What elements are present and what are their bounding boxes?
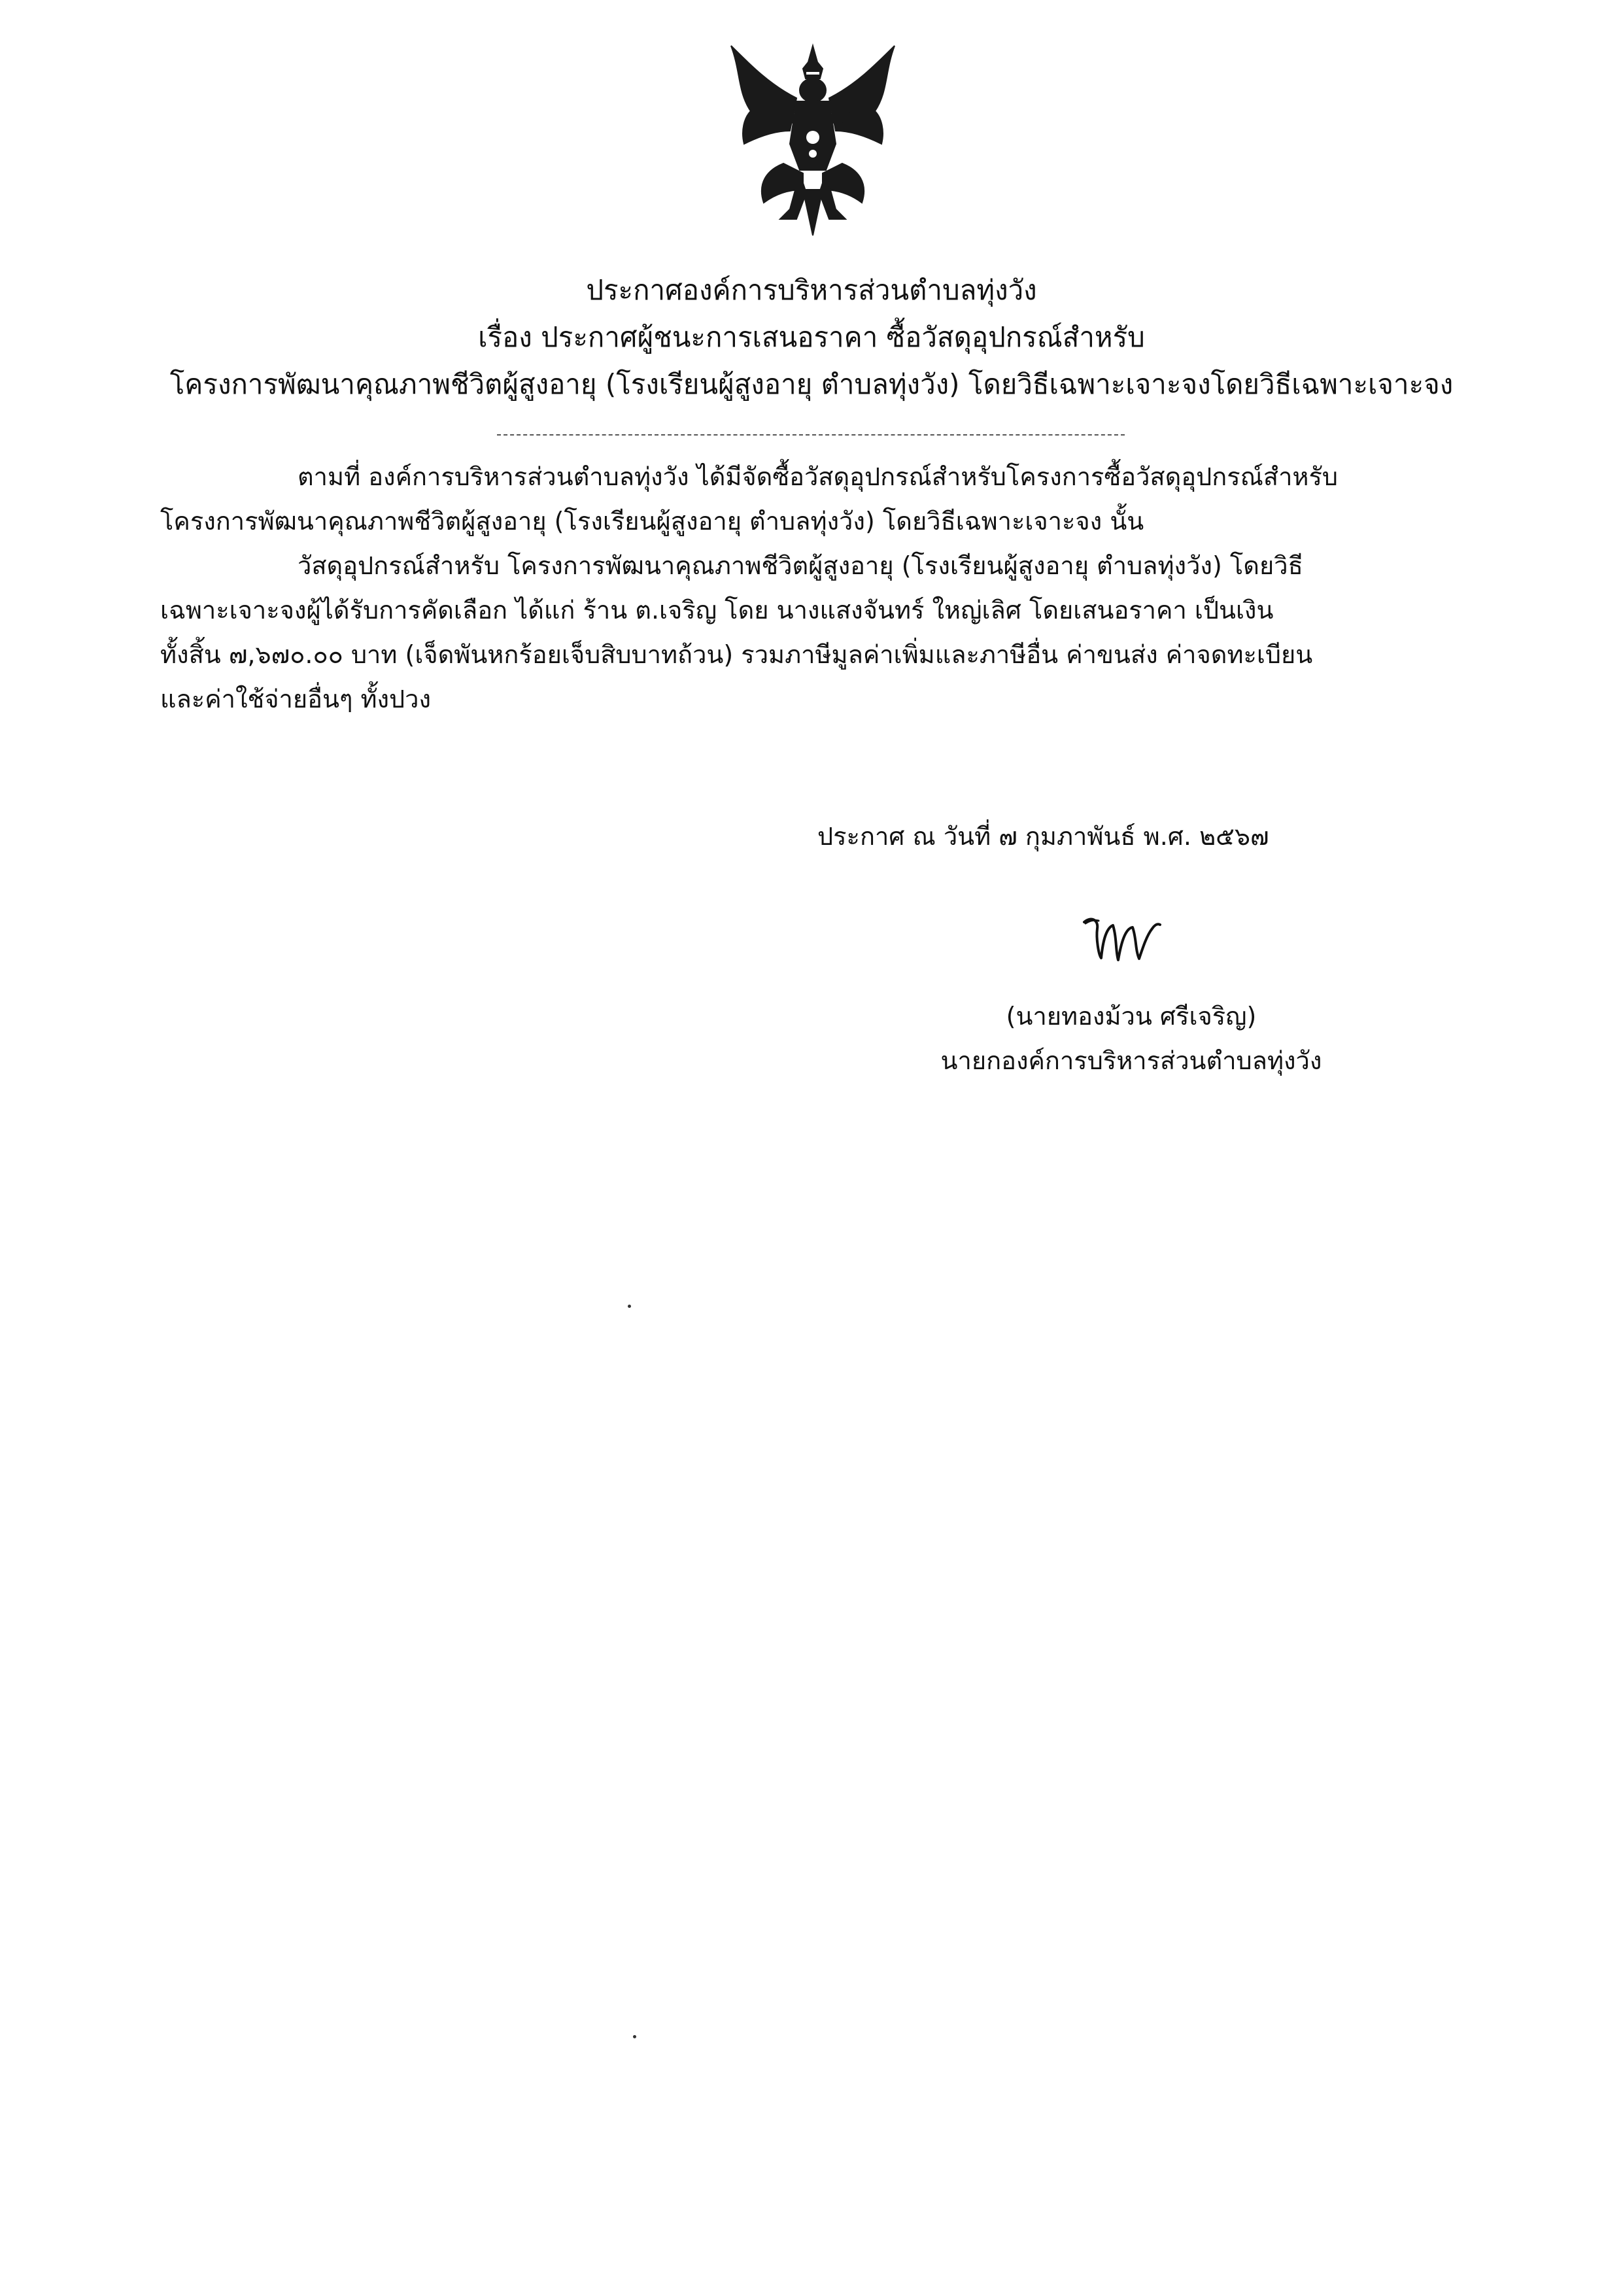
paragraph-1-line-2: โครงการพัฒนาคุณภาพชีวิตผู้สูงอายุ (โรงเรียนผู้สูงอายุ ตำบลทุ่งวัง) โดยวิธีเฉพาะเจาะจง นั้น (160, 507, 1144, 536)
paragraph-2-line-4: และค่าใช้จ่ายอื่นๆ ทั้งปวง (160, 685, 432, 713)
announcement-header (131, 267, 1492, 408)
paragraph-1-line-1: ตามที่ องค์การบริหารส่วนตำบลทุ่งวัง ได้มีจัดซื้อวัสดุอุปกรณ์สำหรับโครงการซื้อวัสดุอุปกรณ์สำหรับ (298, 462, 1339, 491)
dashed-divider (497, 434, 1125, 436)
paragraph-2-line-1: วัสดุอุปกรณ์สำหรับ โครงการพัฒนาคุณภาพชีวิตผู้สูงอายุ (โรงเรียนผู้สูงอายุ ตำบลทุ่งวัง) โดยวิธี (298, 551, 1303, 580)
signer-block (902, 994, 1360, 1083)
handwritten-signature-icon (1079, 909, 1164, 968)
scan-speck (628, 1305, 631, 1308)
announcement-date: ประกาศ ณ วันที่ ๗ กุมภาพันธ์ พ.ศ. ๒๕๖๗ (817, 822, 1269, 851)
announcement-body (160, 454, 1442, 721)
signer-position: นายกองค์การบริหารส่วนตำบลทุ่งวัง (940, 1046, 1322, 1075)
signer-name: (นายทองม้วน ศรีเจริญ) (1006, 1002, 1257, 1031)
paragraph-2-line-2: เฉพาะเจาะจงผู้ได้รับการคัดเลือก ได้แก่ ร้าน ต.เจริญ โดย นางแสงจันทร์ ใหญ่เลิศ โดยเสนอราคา เป็นเงิน (160, 596, 1274, 625)
paragraph-2-line-3: ทั้งสิ้น ๗,๖๗๐.๐๐ บาท (เจ็ดพันหกร้อยเจ็บสิบบาทถ้วน) รวมภาษีมูลค่าเพิ่มและภาษีอื่น ค่าขนส่ง ค่าจดทะเบียน (160, 640, 1313, 669)
scan-speck (633, 2035, 636, 2038)
header-project-line: โครงการพัฒนาคุณภาพชีวิตผู้สูงอายุ (โรงเรียนผู้สูงอายุ ตำบลทุ่งวัง) โดยวิธีเฉพาะเจาะจงโดยวิธีเฉพาะเจาะจง (169, 368, 1454, 400)
header-org-line: ประกาศองค์การบริหารส่วนตำบลทุ่งวัง (586, 274, 1037, 306)
garuda-emblem-icon (705, 33, 921, 248)
header-subject-line: เรื่อง ประกาศผู้ชนะการเสนอราคา ซื้อวัสดุอุปกรณ์สำหรับ (478, 321, 1145, 353)
